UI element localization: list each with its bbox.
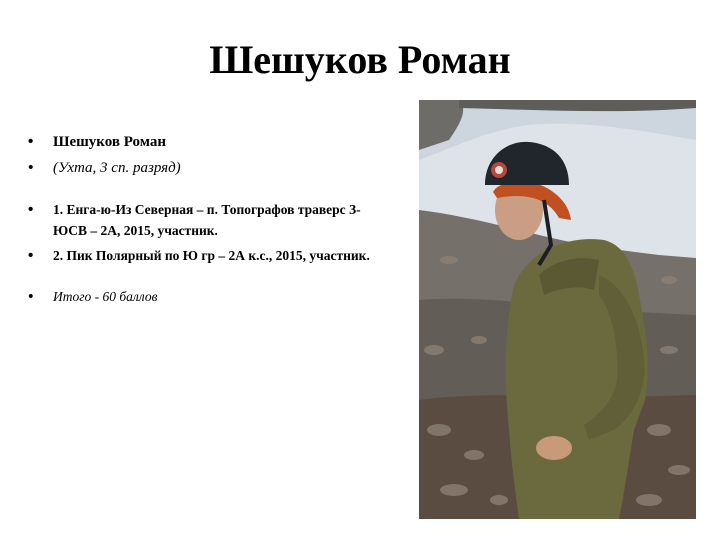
bullet-text: Шешуков Роман xyxy=(53,134,166,150)
bullet-text: Итого - 60 баллов xyxy=(53,289,158,304)
bullet-dot: • xyxy=(28,201,34,218)
bullet-list xyxy=(28,126,378,307)
bullet-dot: • xyxy=(28,288,34,305)
bullet-dot: • xyxy=(28,247,34,264)
bullet-dot: • xyxy=(28,159,34,176)
bullet-item-ascent-2 xyxy=(28,245,378,266)
bullet-item-name xyxy=(28,131,378,153)
bullet-text: 1. Енга-ю-Из Северная – п. Топографов траверс З-ЮСВ – 2А, 2015, участник. xyxy=(53,202,361,238)
portrait-photo xyxy=(419,100,696,519)
bullet-text: (Ухта, 3 сп. разряд) xyxy=(53,160,181,176)
bullet-item-total xyxy=(28,286,378,307)
bullet-text: 2. Пик Полярный по Ю гр – 2А к.с., 2015, участник. xyxy=(53,248,370,263)
bullet-dot: • xyxy=(28,133,34,150)
bullet-item-ascent-1 xyxy=(28,199,378,241)
bullet-item-city xyxy=(28,157,378,179)
portrait-photo-illustration xyxy=(419,100,696,519)
slide-title: Шешуков Роман xyxy=(209,37,511,82)
